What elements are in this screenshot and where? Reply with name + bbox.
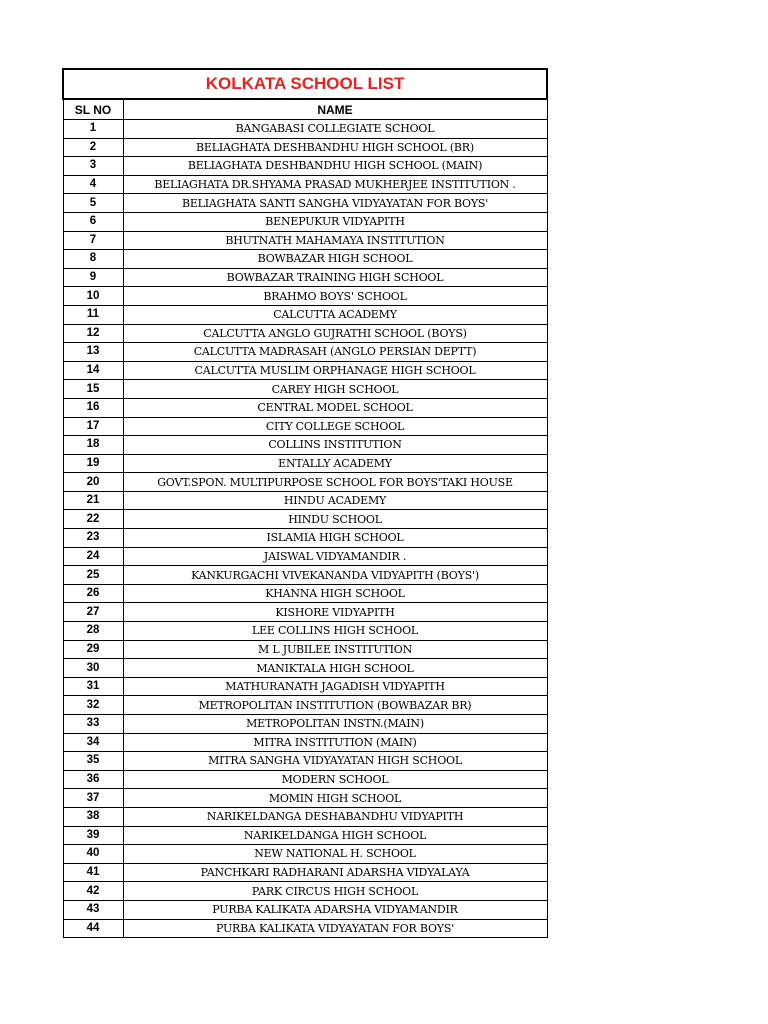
sl-no-cell: 32 bbox=[63, 696, 123, 715]
sl-no-cell: 29 bbox=[63, 640, 123, 659]
school-name-cell: CALCUTTA MUSLIM ORPHANAGE HIGH SCHOOL bbox=[123, 361, 547, 380]
table-row bbox=[63, 491, 547, 510]
school-name-cell: NARIKELDANGA DESHABANDHU VIDYAPITH bbox=[123, 807, 547, 826]
table-row bbox=[63, 603, 547, 622]
sl-no-cell: 26 bbox=[63, 584, 123, 603]
sl-no-cell: 27 bbox=[63, 603, 123, 622]
school-name-cell: CALCUTTA ANGLO GUJRATHI SCHOOL (BOYS) bbox=[123, 324, 547, 343]
school-name-cell: KHANNA HIGH SCHOOL bbox=[123, 584, 547, 603]
sl-no-cell: 28 bbox=[63, 622, 123, 641]
sl-no-cell: 14 bbox=[63, 361, 123, 380]
sl-no-cell: 8 bbox=[63, 250, 123, 269]
table-row bbox=[63, 919, 547, 938]
sl-no-cell: 25 bbox=[63, 566, 123, 585]
school-name-cell: CALCUTTA MADRASAH (ANGLO PERSIAN DEPTT) bbox=[123, 343, 547, 362]
sl-no-cell: 19 bbox=[63, 454, 123, 473]
table-row bbox=[63, 566, 547, 585]
school-name-cell: PURBA KALIKATA ADARSHA VIDYAMANDIR bbox=[123, 900, 547, 919]
school-list-table bbox=[62, 68, 548, 938]
school-name-cell: BELIAGHATA SANTI SANGHA VIDYAYATAN FOR BOYS' bbox=[123, 194, 547, 213]
school-name-cell: CALCUTTA ACADEMY bbox=[123, 305, 547, 324]
school-name-cell: BANGABASI COLLEGIATE SCHOOL bbox=[123, 120, 547, 139]
school-name-cell: PURBA KALIKATA VIDYAYATAN FOR BOYS' bbox=[123, 919, 547, 938]
sl-no-cell: 16 bbox=[63, 398, 123, 417]
sl-no-cell: 20 bbox=[63, 473, 123, 492]
sl-no-cell: 22 bbox=[63, 510, 123, 529]
sl-no-cell: 23 bbox=[63, 529, 123, 548]
school-name-cell: BOWBAZAR TRAINING HIGH SCHOOL bbox=[123, 268, 547, 287]
table-row bbox=[63, 882, 547, 901]
sl-no-cell: 42 bbox=[63, 882, 123, 901]
table-row bbox=[63, 250, 547, 269]
table-row bbox=[63, 212, 547, 231]
school-name-cell: MODERN SCHOOL bbox=[123, 770, 547, 789]
school-name-cell: CAREY HIGH SCHOOL bbox=[123, 380, 547, 399]
table-row bbox=[63, 231, 547, 250]
table-row bbox=[63, 807, 547, 826]
sl-no-cell: 9 bbox=[63, 268, 123, 287]
table-row bbox=[63, 436, 547, 455]
table-row bbox=[63, 789, 547, 808]
sl-no-cell: 37 bbox=[63, 789, 123, 808]
table-row bbox=[63, 584, 547, 603]
school-name-cell: CENTRAL MODEL SCHOOL bbox=[123, 398, 547, 417]
sl-no-cell: 31 bbox=[63, 677, 123, 696]
sl-no-cell: 18 bbox=[63, 436, 123, 455]
table-row bbox=[63, 547, 547, 566]
sl-no-cell: 34 bbox=[63, 733, 123, 752]
school-name-cell: NARIKELDANGA HIGH SCHOOL bbox=[123, 826, 547, 845]
table-row bbox=[63, 752, 547, 771]
table-row bbox=[63, 715, 547, 734]
column-header-name: NAME bbox=[123, 99, 547, 120]
school-name-cell: MATHURANATH JAGADISH VIDYAPITH bbox=[123, 677, 547, 696]
table-row bbox=[63, 826, 547, 845]
table-row bbox=[63, 120, 547, 139]
school-name-cell: MOMIN HIGH SCHOOL bbox=[123, 789, 547, 808]
school-name-cell: NEW NATIONAL H. SCHOOL bbox=[123, 845, 547, 864]
school-name-cell: BELIAGHATA DESHBANDHU HIGH SCHOOL (BR) bbox=[123, 138, 547, 157]
school-name-cell: COLLINS INSTITUTION bbox=[123, 436, 547, 455]
table-row bbox=[63, 417, 547, 436]
school-name-cell: METROPOLITAN INSTN.(MAIN) bbox=[123, 715, 547, 734]
table-row bbox=[63, 268, 547, 287]
table-row bbox=[63, 380, 547, 399]
school-list-body bbox=[63, 69, 547, 938]
sl-no-cell: 4 bbox=[63, 175, 123, 194]
table-row bbox=[63, 529, 547, 548]
sl-no-cell: 12 bbox=[63, 324, 123, 343]
table-row bbox=[63, 622, 547, 641]
school-name-cell: BELIAGHATA DR.SHYAMA PRASAD MUKHERJEE INSTITUTION . bbox=[123, 175, 547, 194]
school-name-cell: MANIKTALA HIGH SCHOOL bbox=[123, 659, 547, 678]
table-row bbox=[63, 659, 547, 678]
sl-no-cell: 1 bbox=[63, 120, 123, 139]
school-name-cell: HINDU ACADEMY bbox=[123, 491, 547, 510]
table-row bbox=[63, 361, 547, 380]
sl-no-cell: 44 bbox=[63, 919, 123, 938]
school-name-cell: GOVT.SPON. MULTIPURPOSE SCHOOL FOR BOYS'TAKI HOUSE bbox=[123, 473, 547, 492]
table-row bbox=[63, 175, 547, 194]
table-row bbox=[63, 157, 547, 176]
school-name-cell: BOWBAZAR HIGH SCHOOL bbox=[123, 250, 547, 269]
sl-no-cell: 17 bbox=[63, 417, 123, 436]
table-row bbox=[63, 640, 547, 659]
table-row bbox=[63, 677, 547, 696]
sl-no-cell: 5 bbox=[63, 194, 123, 213]
sl-no-cell: 39 bbox=[63, 826, 123, 845]
table-row bbox=[63, 305, 547, 324]
sl-no-cell: 3 bbox=[63, 157, 123, 176]
sl-no-cell: 6 bbox=[63, 212, 123, 231]
sl-no-cell: 33 bbox=[63, 715, 123, 734]
school-name-cell: ENTALLY ACADEMY bbox=[123, 454, 547, 473]
sl-no-cell: 11 bbox=[63, 305, 123, 324]
table-row bbox=[63, 454, 547, 473]
table-row bbox=[63, 194, 547, 213]
sl-no-cell: 10 bbox=[63, 287, 123, 306]
sl-no-cell: 36 bbox=[63, 770, 123, 789]
table-row bbox=[63, 696, 547, 715]
sl-no-cell: 35 bbox=[63, 752, 123, 771]
table-row bbox=[63, 324, 547, 343]
header-row bbox=[63, 99, 547, 120]
school-name-cell: CITY COLLEGE SCHOOL bbox=[123, 417, 547, 436]
table-row bbox=[63, 863, 547, 882]
sl-no-cell: 38 bbox=[63, 807, 123, 826]
school-name-cell: KANKURGACHI VIVEKANANDA VIDYAPITH (BOYS') bbox=[123, 566, 547, 585]
sl-no-cell: 7 bbox=[63, 231, 123, 250]
school-name-cell: BELIAGHATA DESHBANDHU HIGH SCHOOL (MAIN) bbox=[123, 157, 547, 176]
school-name-cell: ISLAMIA HIGH SCHOOL bbox=[123, 529, 547, 548]
school-name-cell: M L JUBILEE INSTITUTION bbox=[123, 640, 547, 659]
school-name-cell: BRAHMO BOYS' SCHOOL bbox=[123, 287, 547, 306]
sl-no-cell: 30 bbox=[63, 659, 123, 678]
sl-no-cell: 13 bbox=[63, 343, 123, 362]
table-row bbox=[63, 770, 547, 789]
school-name-cell: KISHORE VIDYAPITH bbox=[123, 603, 547, 622]
title-row bbox=[63, 69, 547, 99]
table-row bbox=[63, 343, 547, 362]
school-name-cell: MITRA SANGHA VIDYAYATAN HIGH SCHOOL bbox=[123, 752, 547, 771]
sl-no-cell: 15 bbox=[63, 380, 123, 399]
school-name-cell: BENEPUKUR VIDYAPITH bbox=[123, 212, 547, 231]
sl-no-cell: 40 bbox=[63, 845, 123, 864]
table-row bbox=[63, 398, 547, 417]
school-name-cell: PARK CIRCUS HIGH SCHOOL bbox=[123, 882, 547, 901]
table-row bbox=[63, 510, 547, 529]
table-row bbox=[63, 733, 547, 752]
column-header-sl-no: SL NO bbox=[63, 99, 123, 120]
sl-no-cell: 43 bbox=[63, 900, 123, 919]
school-name-cell: HINDU SCHOOL bbox=[123, 510, 547, 529]
sl-no-cell: 24 bbox=[63, 547, 123, 566]
table-row bbox=[63, 138, 547, 157]
school-name-cell: JAISWAL VIDYAMANDIR . bbox=[123, 547, 547, 566]
table-row bbox=[63, 473, 547, 492]
sheet-title: KOLKATA SCHOOL LIST bbox=[63, 69, 547, 99]
school-name-cell: METROPOLITAN INSTITUTION (BOWBAZAR BR) bbox=[123, 696, 547, 715]
school-name-cell: LEE COLLINS HIGH SCHOOL bbox=[123, 622, 547, 641]
table-row bbox=[63, 287, 547, 306]
sl-no-cell: 41 bbox=[63, 863, 123, 882]
school-name-cell: MITRA INSTITUTION (MAIN) bbox=[123, 733, 547, 752]
sl-no-cell: 21 bbox=[63, 491, 123, 510]
school-name-cell: BHUTNATH MAHAMAYA INSTITUTION bbox=[123, 231, 547, 250]
school-name-cell: PANCHKARI RADHARANI ADARSHA VIDYALAYA bbox=[123, 863, 547, 882]
table-row bbox=[63, 900, 547, 919]
table-row bbox=[63, 845, 547, 864]
sl-no-cell: 2 bbox=[63, 138, 123, 157]
